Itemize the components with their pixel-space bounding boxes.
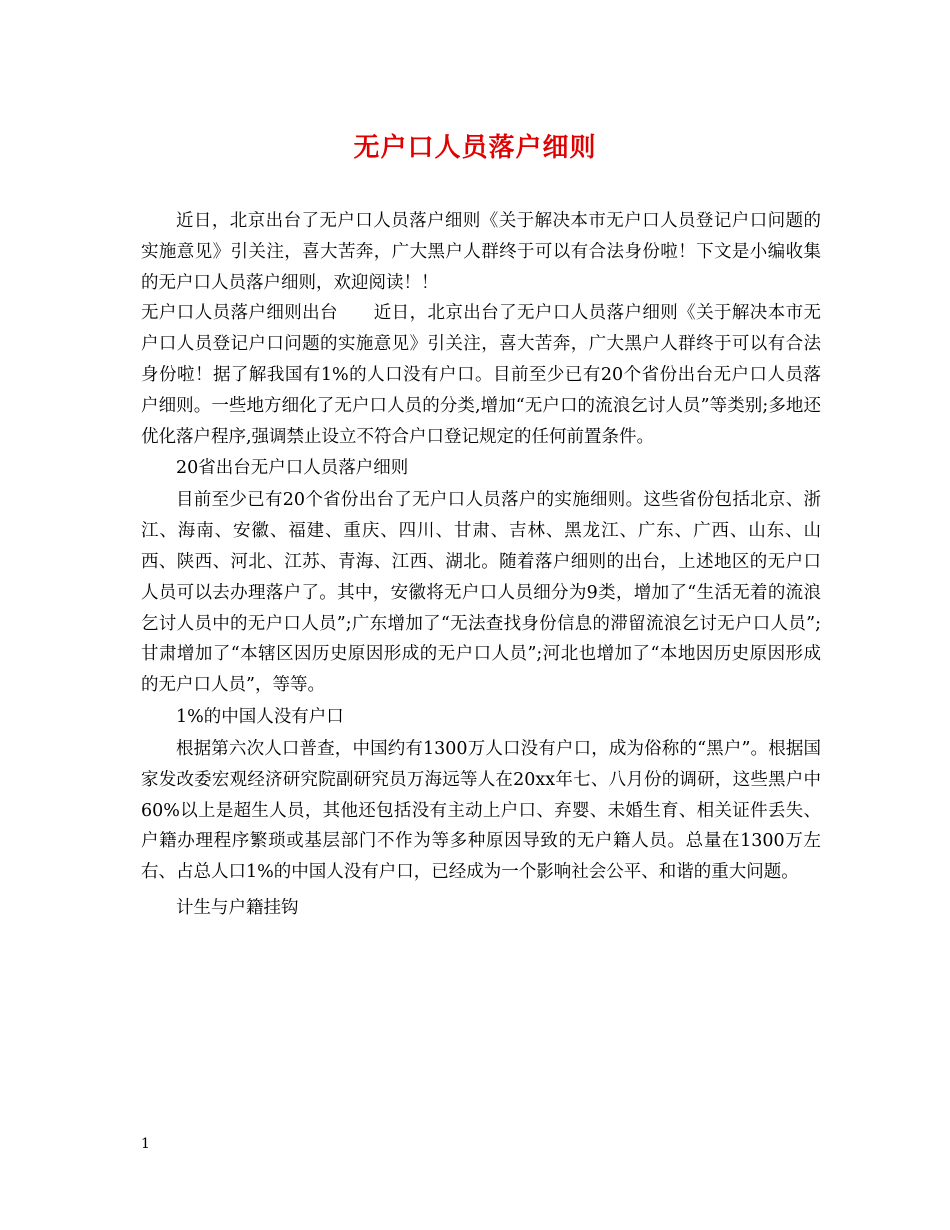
section-heading: 1%的中国人没有户口 — [176, 706, 344, 727]
body-paragraph: 目前至少已有20个省份出台了无户口人员落户的实施细则。这些省份包括北京、浙江、海南、安徽、福建、重庆、四川、甘肃、吉林、黑龙江、广东、广西、山东、山西、陕西、河北、江苏、青海、江西、湖北。随着落户细则的出台，上述地区的无户口人员可以去办理落户了。其中，安徽将无户口人员细分为9类，增加了“生活无着的流浪乞讨人员中的无户口人员”;广东增加了“无法查找身份信息的滞留流浪乞讨无户口人员”;甘肃增加了“本辖区因历史原因形成的无户口人员”;河北也增加了“本地因历史原因形成的无户口人员”，等等。 — [141, 490, 821, 696]
intro-paragraph: 近日，北京出台了无户口人员落户细则《关于解决本市无户口人员登记户口问题的实施意见》引关注，喜大苦奔，广大黑户人群终于可以有合法身份啦！下文是小编收集的无户口人员落户细则，欢迎阅读！！ — [141, 211, 821, 293]
document-title: 无户口人员落户细则 — [353, 133, 597, 163]
document-body — [141, 206, 821, 925]
page-number: 1 — [141, 1136, 150, 1152]
body-paragraph: 根据第六次人口普查，中国约有1300万人口没有户口，成为俗称的“黑户”。根据国家发改委宏观经济研究院副研究员万海远等人在20xx年七、八月份的调研，这些黑户中60%以上是超生人员，其他还包括没有主动上户口、弃婴、未婚生育、相关证件丢失、户籍办理程序繁琐或基层部门不作为等多种原因导致的无户籍人员。总量在1300万左右、占总人口1%的中国人没有户口，已经成为一个影响社会公平、和谐的重大问题。 — [141, 738, 821, 883]
body-paragraph: 无户口人员落户细则出台 近日，北京出台了无户口人员落户细则《关于解决本市无户口人员登记户口问题的实施意见》引关注，喜大苦奔，广大黑户人群终于可以有合法身份啦！据了解我国有1%的人口没有户口。目前至少已有20个省份出台无户口人员落户细则。一些地方细化了无户口人员的分类,增加“无户口的流浪乞讨人员”等类别;多地还优化落户程序,强调禁止设立不符合户口登记规定的任何前置条件。 — [141, 303, 821, 447]
section-heading: 20省出台无户口人员落户细则 — [176, 458, 409, 479]
section-heading: 计生与户籍挂钩 — [176, 897, 299, 918]
